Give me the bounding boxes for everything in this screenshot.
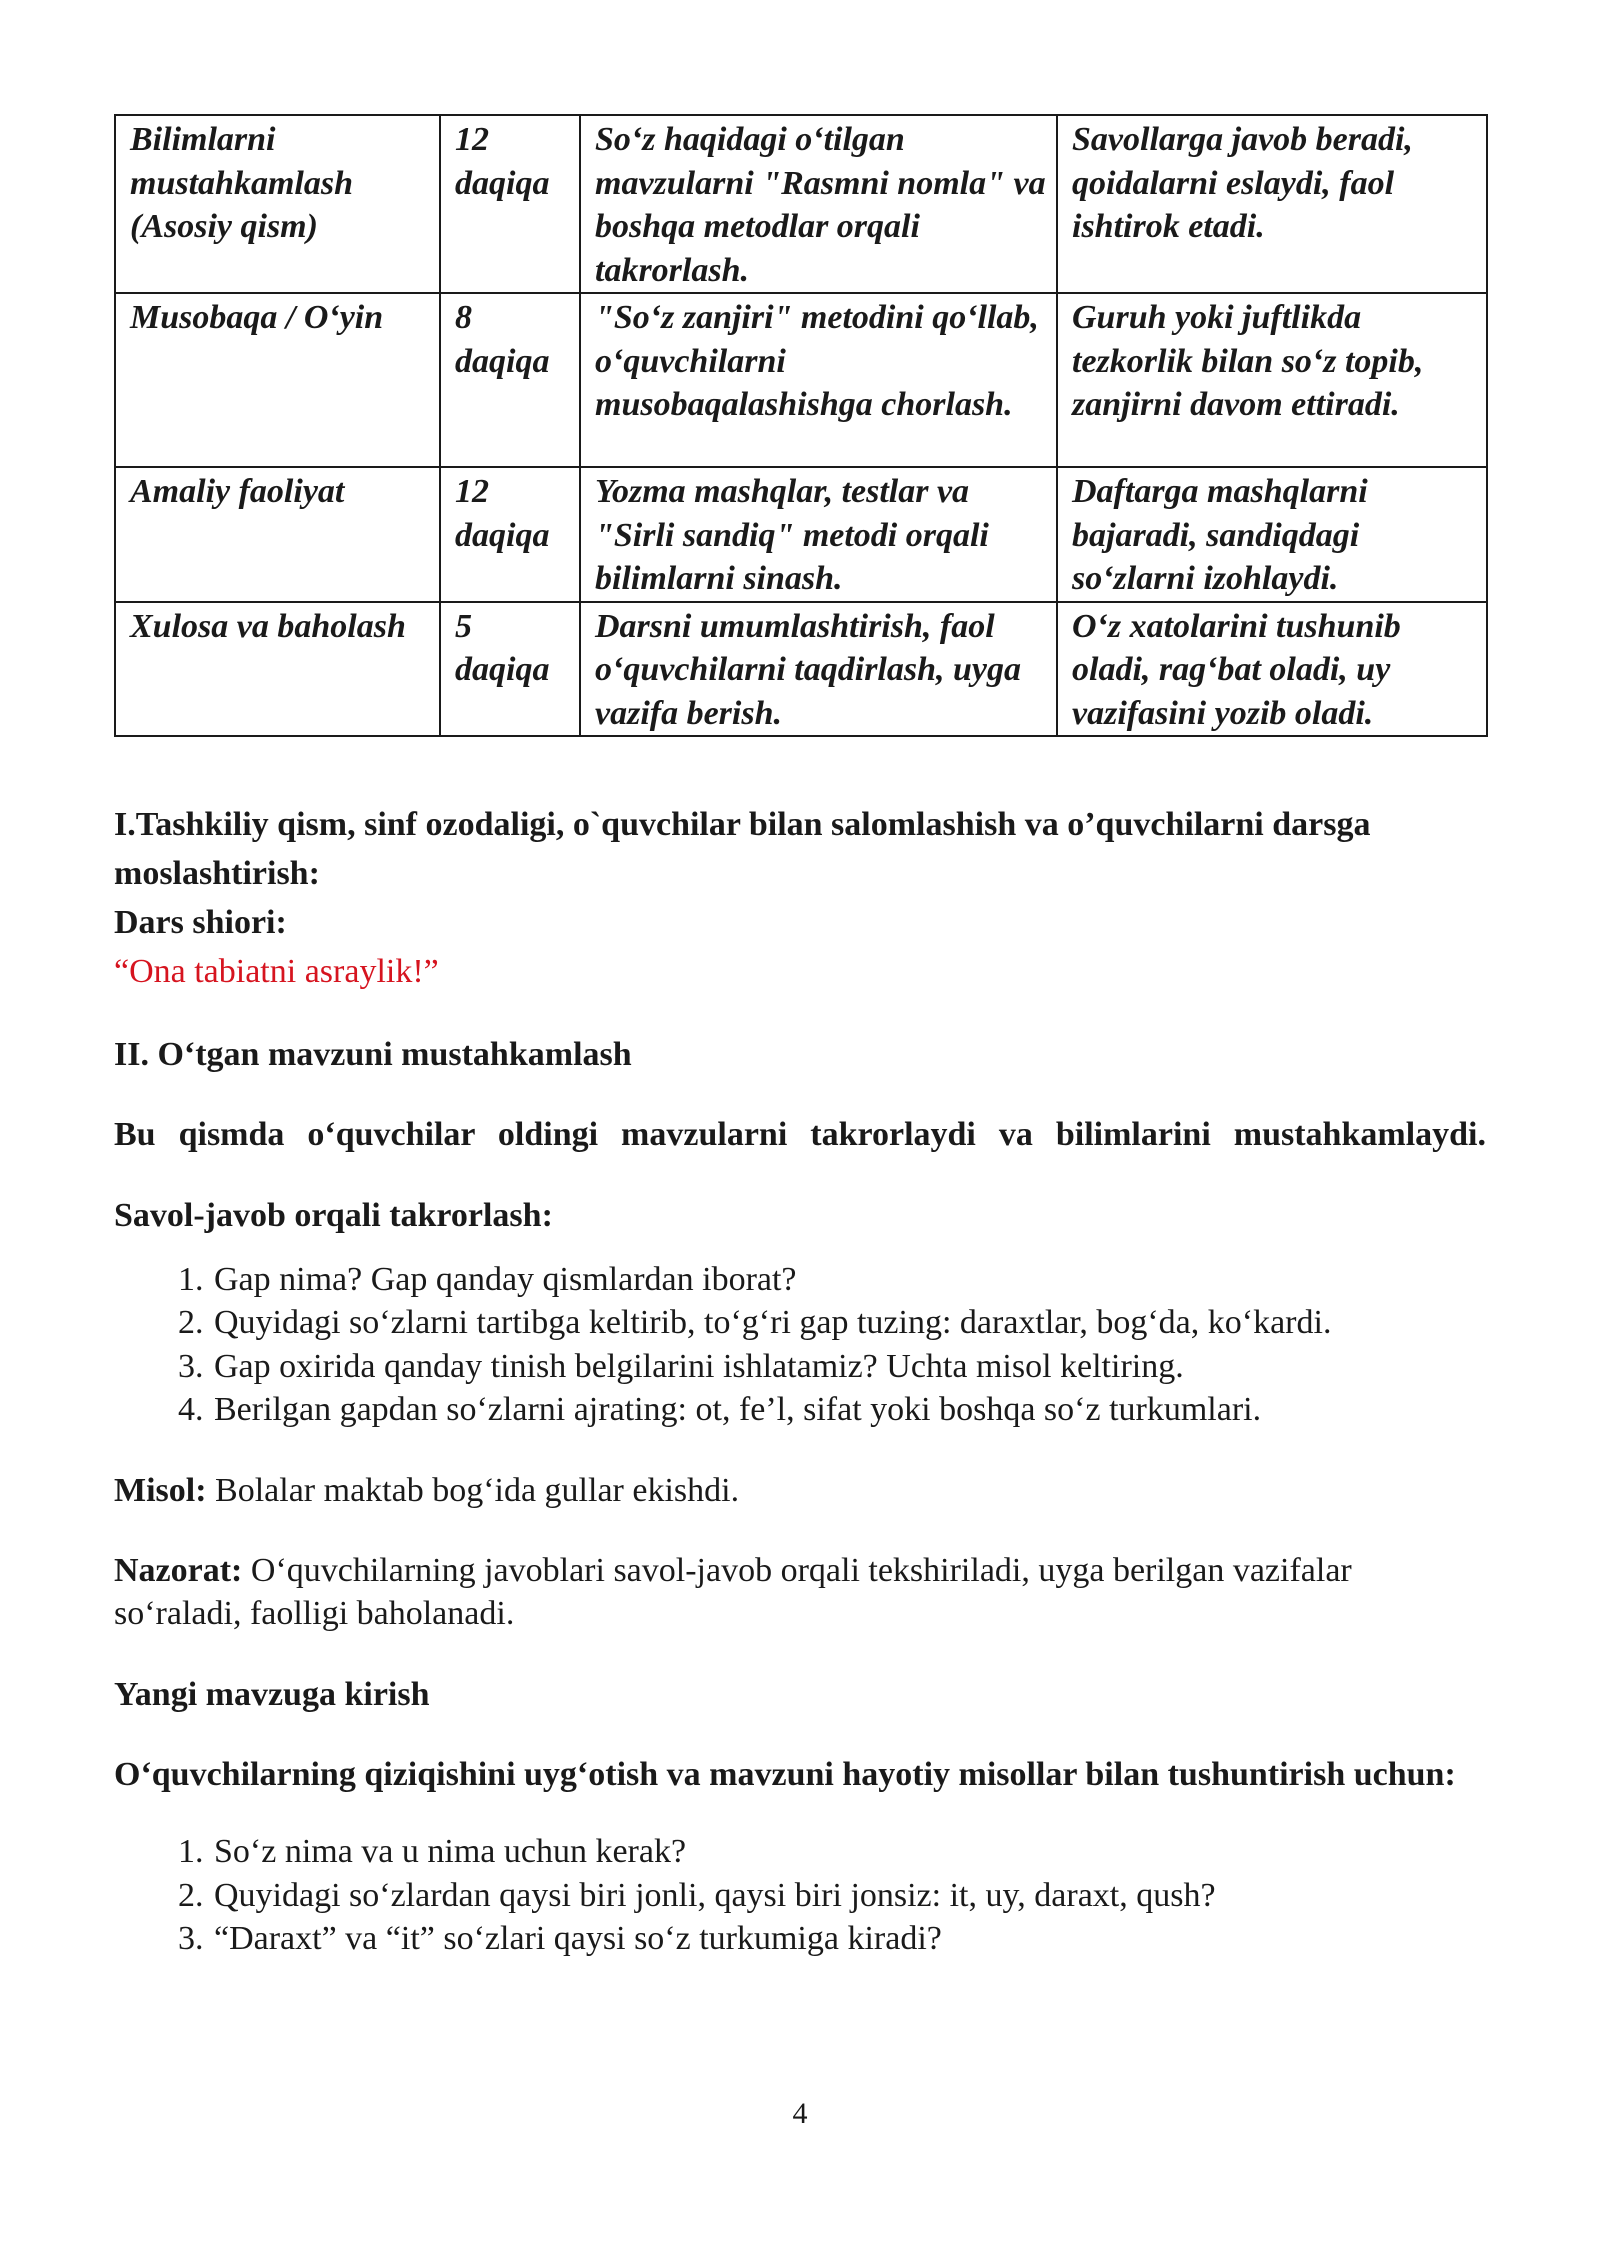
- motto-label: Dars shiori:: [114, 904, 287, 941]
- list-item: 1. So‘z nima va u nima uchun kerak?: [212, 1830, 1486, 1874]
- table-row: [115, 293, 1487, 467]
- list-item: 2. Quyidagi so‘zlardan qaysi biri jonli, qaysi biri jonsiz: it, uy, daraxt, qush?: [212, 1874, 1486, 1918]
- teacher-activity-cell: Yozma mashqlar, testlar va "Sirli sandiq" metodi orqali bilimlarni sinash.: [580, 467, 1057, 602]
- section-heading-review: II. O‘tgan mavzuni mustahkamlash: [114, 1036, 632, 1073]
- teacher-activity-cell: So‘z haqidagi o‘tilgan mavzularni "Rasmni nomla" va boshqa metodlar orqali takrorlash.: [580, 115, 1057, 293]
- student-activity-cell: Savollarga javob beradi, qoidalarni eslaydi, faol ishtirok etadi.: [1057, 115, 1487, 293]
- time-cell: 12 daqiqa: [440, 115, 580, 293]
- section-heading-organizational: I.Tashkiliy qism, sinf ozodaligi, o`quvchilar bilan salomlashish va o’quvchilarni darsga moslashtirish:: [114, 806, 1371, 892]
- list-item: 3. “Daraxt” va “it” so‘zlari qaysi so‘z turkumiga kiradi?: [212, 1917, 1486, 1961]
- list-item: 2. Quyidagi so‘zlarni tartibga keltirib, to‘g‘ri gap tuzing: daraxtlar, bog‘da, ko‘kardi.: [212, 1301, 1486, 1345]
- stage-cell: Amaliy faoliyat: [115, 467, 440, 602]
- example-label: Misol:: [114, 1471, 207, 1509]
- time-cell: 12 daqiqa: [440, 467, 580, 602]
- table-row: [115, 602, 1487, 737]
- page-number: 4: [792, 2097, 808, 2130]
- review-question-list: [114, 1258, 1486, 1432]
- qa-heading: Savol-javob orqali takrorlash:: [114, 1196, 553, 1234]
- student-activity-cell: O‘z xatolarini tushunib oladi, rag‘bat oladi, uy vazifasini yozib oladi.: [1057, 602, 1487, 737]
- document-body: [114, 800, 1486, 1961]
- control-paragraph: [114, 1549, 1486, 1636]
- new-topic-question-list: [114, 1830, 1486, 1961]
- example-text: Bolalar maktab bog‘ida gullar ekishdi.: [206, 1471, 740, 1509]
- time-cell: 5 daqiqa: [440, 602, 580, 737]
- lesson-motto: “Ona tabiatni asraylik!”: [114, 953, 439, 990]
- lesson-plan-table: [114, 114, 1488, 737]
- list-item: 3. Gap oxirida qanday tinish belgilarini ishlatamiz? Uchta misol keltiring.: [212, 1345, 1486, 1389]
- student-activity-cell: Daftarga mashqlarni bajaradi, sandiqdagi so‘zlarni izohlaydi.: [1057, 467, 1487, 602]
- stage-cell: Bilimlarni mustahkamlash (Asosiy qism): [115, 115, 440, 293]
- list-item: 4. Berilgan gapdan so‘zlarni ajrating: ot, fe’l, sifat yoki boshqa so‘z turkumlari.: [212, 1388, 1486, 1432]
- teacher-activity-cell: Darsni umumlashtirish, faol o‘quvchilarni taqdirlash, uyga vazifa berish.: [580, 602, 1057, 737]
- stage-cell: Xulosa va baholash: [115, 602, 440, 737]
- table-row: [115, 467, 1487, 602]
- teacher-activity-cell: "So‘z zanjiri" metodini qo‘llab, o‘quvchilarni musobaqalashishga chorlash.: [580, 293, 1057, 467]
- time-cell: 8 daqiqa: [440, 293, 580, 467]
- example-paragraph: [114, 1466, 1486, 1515]
- section-heading-new-topic: Yangi mavzuga kirish: [114, 1675, 430, 1713]
- student-activity-cell: Guruh yoki juftlikda tezkorlik bilan so‘z topib, zanjirni davom ettiradi.: [1057, 293, 1487, 467]
- stage-cell: Musobaqa / O‘yin: [115, 293, 440, 467]
- control-label: Nazorat:: [114, 1551, 243, 1589]
- control-text: O‘quvchilarning javoblari savol-javob orqali tekshiriladi, uyga berilgan vazifalar so‘raladi, faolligi baholanadi.: [114, 1551, 1352, 1632]
- new-topic-intro: O‘quvchilarning qiziqishini uyg‘otish va mavzuni hayotiy misollar bilan tushuntirish uchun:: [114, 1755, 1456, 1793]
- table-row: [115, 115, 1487, 293]
- list-item: 1. Gap nima? Gap qanday qismlardan iborat?: [212, 1258, 1486, 1302]
- review-intro: Bu qismda o‘quvchilar oldingi mavzularni takrorlaydi va bilimlarini mustahkamlaydi.: [114, 1116, 1486, 1153]
